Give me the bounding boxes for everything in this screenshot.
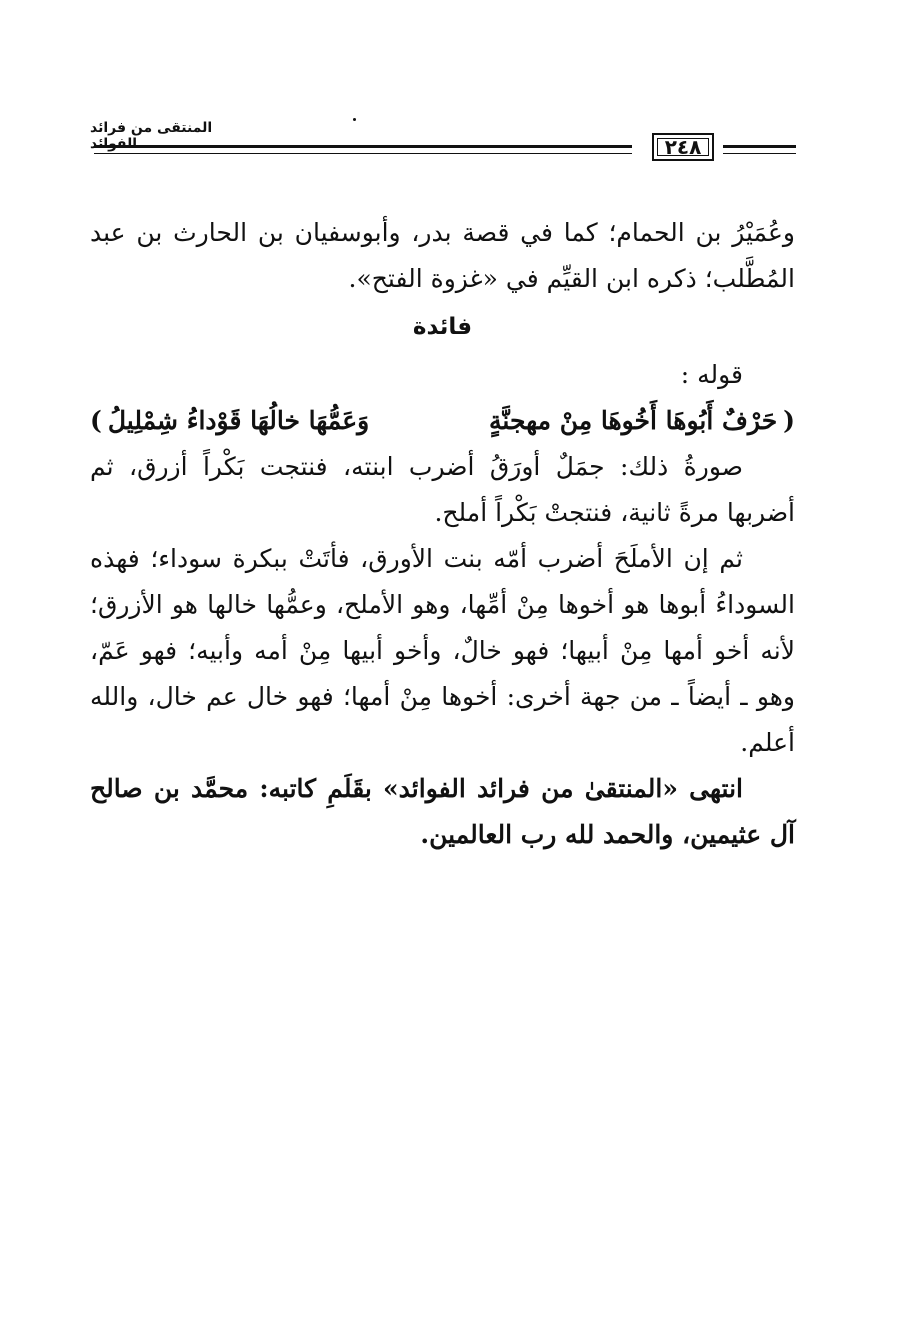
verse-hemistich-1: حَرْفٌ أَبُوهَا أَخُوهَا مِنْ مهجنَّةٍ	[489, 406, 778, 435]
header-rule-thick-right	[723, 145, 796, 148]
verse-first-half	[489, 398, 795, 444]
page-number: ٢٤٨	[652, 133, 714, 161]
verse-close-paren: )	[90, 406, 102, 435]
verse-open-paren: (	[783, 406, 795, 435]
paragraph-explanation: صورةُ ذلك: جمَلٌ أورَقُ أضرب ابنته، فنتجت بَكْراً أزرق، ثم أضربها مرةً ثانية، فنتجتْ بَكْراً أملح.	[90, 452, 795, 527]
paragraph-details: ثم إن الأملَحَ أضرب أمّه بنت الأورق، فأتَتْ ببكرة سوداء؛ فهذه السوداءُ أبوها هو أخوها مِنْ أمِّها، وهو الأملح، وعمُّها خالها هو الأزرق؛ لأنه أخو أمها مِنْ أبيها؛ فهو خالٌ، وأخو أبيها مِنْ أمه وأبيه؛ فهو عَمّ، وهو ـ أيضاً ـ من جهة أخرى: أخوها مِنْ أمها؛ فهو خال عم خال، والله أعلم.	[90, 544, 795, 757]
paragraph-closing: انتهى «المنتقىٰ من فرائد الفوائد» بقَلَمِ كاتبه: محمَّد بن صالح آل عثيمين، والحمد لله رب العالمين.	[90, 774, 795, 849]
page-header	[80, 118, 800, 170]
page-body	[90, 210, 795, 858]
printing-dot	[353, 118, 356, 121]
running-title: المنتقى من فرائد الفوائد	[90, 120, 213, 152]
paragraph-opening: وعُمَيْرُ بن الحمام؛ كما في قصة بدر، وأبوسفيان بن الحارث بن عبد المُطَّلب؛ ذكره ابن القيِّم في «غزوة الفتح».	[90, 218, 795, 293]
verse-second-half	[90, 398, 369, 444]
section-title: فائدة	[412, 314, 473, 340]
poetry-verse	[90, 398, 795, 444]
verse-hemistich-2: وَعَمُّهَا خالُهَا قَوْداءُ شِمْلِيلُ	[107, 406, 370, 435]
header-rule-thick	[94, 145, 632, 148]
header-rule-thin-right	[723, 153, 796, 154]
header-rule-thin	[94, 153, 632, 154]
quote-intro: قوله :	[680, 360, 743, 389]
